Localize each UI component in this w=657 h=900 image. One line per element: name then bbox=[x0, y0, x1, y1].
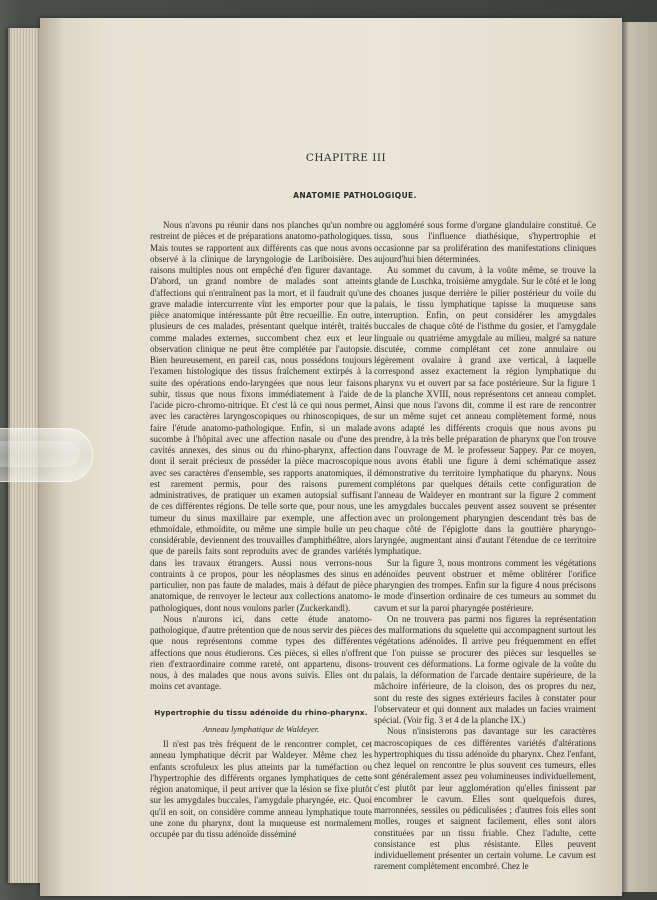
subsection-title: Hypertrophie du tissu adénoïde du rhino-pharynx. bbox=[154, 707, 368, 717]
paragraph: ou aggloméré sous forme d'organe glandulaire constitué. Ce tissu, sous l'influence diathésique, s'hypertrophie et occasionne par sa prolifération des manifestations cliniques aujourd'hui bien déterminées. bbox=[374, 220, 596, 264]
chapter-heading: CHAPITRE III bbox=[305, 152, 387, 164]
paragraph: Sur la figure 3, nous montrons comment les végétations adénoïdes peuvent obstruer et même oblitérer l'orifice pharyngien des trompes. Enfin sur la figure 4 nous précisons le mode d'insertion ordinaire de ces tumeurs au sommet du cavum et sur la paroi pharyngée postérieure. bbox=[374, 557, 596, 613]
page-clip-highlight bbox=[0, 441, 80, 467]
right-column bbox=[374, 220, 596, 873]
facing-page-edge bbox=[622, 22, 657, 892]
paragraph: On ne trouvera pas parmi nos figures la représentation des malformations du squelette qui accompagnent surtout les végétations adénoïdes. Il arrive peu fréquemment en effet que l'on puisse se procurer des pièces sur lesquelles se trouvent ces déformations. La forme ogivale de la voûte du palais, la déformation de l'arcade dentaire supérieure, de la mâchoire inférieure, de la cloison, des os propres du nez, sont du reste des signes extérieurs faciles à constater pour l'observateur et qui donnent aux malades un facies vraiment spécial. (Voir fig. 3 et 4 de la planche IX.) bbox=[374, 613, 596, 725]
paragraph: Nous n'avons pu réunir dans nos planches qu'un nombre restreint de pièces et de préparations anatomo-pathologiques. Mais toutes se rapportent aux différents cas que nous avons observé à la clinique de laryngologie de Lariboisière. Des raisons multiples nous ont empêché d'en figurer davantage. D'abord, un grand nombre de malades sont atteints d'affections qui n'entraînent pas la mort, et il faudrait qu'une grave maladie intercurrente vînt les emporter pour que la pièce anatomique intéressante pût être recueillie. En outre, plusieurs de ces malades, présentant quelque intérêt, traités comme malades externes, succombent chez eux et leur observation clinique ne peut être complétée par l'autopsie. Bien heureusement, en pareil cas, nous possédons toujours l'examen histologique des tissus fraîchement extirpés à la suite des opérations endo-laryngées que nous leur faisons subir, tissus que nous fixons immédiatement à l'aide de l'acide picro-chromo-nitrique. Et c'est là ce qui nous permet, avec les caractères laryngoscopiques ou rhinoscopiques, de faire l'étude anatomo-pathologique. Enfin, si un malade sucombe à l'hôpital avec une affection nasale ou d'une des cavités annexes, des sinus ou du rhino-pharynx, affection dont il serait précieux de posséder la pièce macroscopique avec ses caractères d'ensemble, ses rapports anatomiques, il est rarement permis, pour des raisons purement administratives, de pratiquer un examen autopsial suffisant de ces différentes régions. De telle sorte que, pour nous, une tumeur du sinus maxillaire par exemple, une affection ethmoïdale, ethmoïdite, ou même une simple bulle un peu considérable, deviennent des trouvailles d'amphithéâtre, alors que de pareils faits sont reproduits avec de grandes variétés dans les travaux étrangers. Aussi nous verrons-nous contraints à ce propos, pour les néoplasmes des sinus en particulier, non pas faute de malades, mais à défaut de pièce anatomique, de renvoyer le lecteur aux collections anatomo-pathologiques, dont nous voulons parler (Zuckerkandl). bbox=[150, 220, 372, 613]
left-column bbox=[150, 220, 372, 840]
paragraph: Il n'est pas très fréquent de le rencontrer complet, cet anneau lymphatique décrit par Waldeyer. Même chez les enfants scrofuleux les plus atteints par la tuméfaction ou l'hypertrophie des différents organes lymphatiques de cette région anatomique, il peut arriver que la lésion se fixe plutôt sur les amygdales buccales, l'amygdale pharyngée, etc. Quoi qu'il en soit, on considère comme anneau lymphatique toute une zone du pharynx, dont la muqueuse est normalement occupée par du tissu adénoïde disséminé bbox=[150, 739, 372, 839]
paragraph: Nous n'aurons ici, dans cette étude anatomo-pathologique, d'autre prétention que de nous servir des pièces que nous représentons comme types des différentes affections que nous étudierons. Ces pièces, si elles n'offrent rien d'extraordinaire comme rareté, ont appartenu, disons-nous, à des malades que nous avons suivis. Elles ont du moins cet avantage. bbox=[150, 613, 372, 692]
paragraph: Au sommet du cavum, à la voûte même, se trouve la glande de Luschka, troisième amygdale. Sur le côté et le long des choanes jusque derrière le pilier postérieur du voile du palais, le tissu lymphatique tapisse la muqueuse sans interruption. Enfin, on peut considérer les amygdales buccales de chaque côté de l'isthme du gosier, et l'amygdale linguale ou quatrième amygdale au milieu, malgré sa nature discutée, comme complétant cet zone annulaire ou légèrement ovalaire à grand axe vertical, à laquelle correspond assez exactement la région lymphatique du pharynx vu et ouvert par sa face postérieure. Sur la figure 1 de la planche XVIII, nous représentons cet anneau complet. Ainsi que nous l'avons dit, comme il est rare de rencontrer sur un même sujet cet anneau complètement formé, nous avons adapté les différents croquis que nous avons pu prendre, à la très belle préparation de pharynx que l'on trouve dans l'ouvrage de M. le professeur Sappey. Par ce moyen, nous avons établi une figure à demi schématique assez démonstrative du territoire lymphatique du pharynx. Nous complétons par quelques détails cette configuration de l'anneau de Waldeyer en montrant sur la figure 2 comment les amygdales buccales peuvent assez souvent se présenter avec un prolongement pharyngien descendant très bas de chaque côté de l'épiglotte dans la gouttière pharyngo-laryngée, augmentant ainsi d'autant l'étendue de ce territoire lymphatique. bbox=[374, 265, 596, 557]
section-title: ANATOMIE PATHOLOGIQUE. bbox=[293, 191, 417, 200]
subsection-subtitle: Anneau lymphatique de Waldeyer. bbox=[202, 723, 320, 734]
paragraph: Nous n'insisterons pas davantage sur les caractères macroscopiques de ces différentes variétés d'altérations hypertrophiques du tissu adénoïde du pharynx. Chez l'enfant, chez lequel on rencontre le plus souvent ces tumeurs, elles sont généralement assez peu volumineuses individuellement, c'est plutôt par leur agglomération qu'elles finissent par encombrer le cavum. Elles sont quelquefois dures, marronnées, sessiles ou pédiculisées ; d'autres fois elles sont molles, rouges et saignent facilement, elles sont alors constituées par un tissu friable. Chez l'adulte, cette consistance est plus résistante. Elles peuvent individuellement présenter un certain volume. Le cavum est rarement complètement encombré. Chez le bbox=[374, 726, 596, 872]
